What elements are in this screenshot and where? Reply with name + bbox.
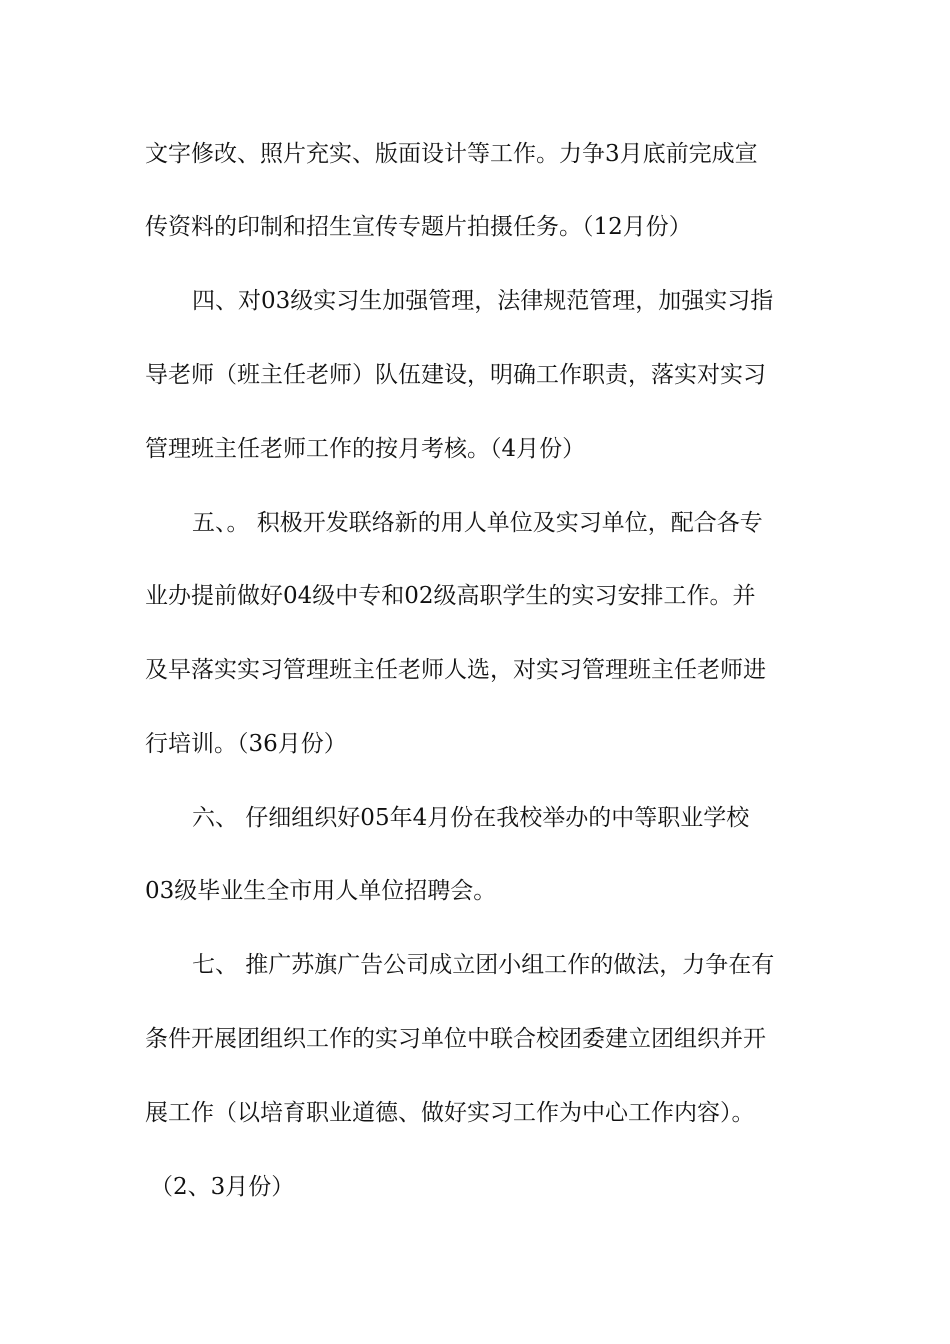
text-line: 03级毕业生全市用人单位招聘会。 (145, 878, 497, 904)
text-line: 行培训。（36月份） (145, 731, 347, 757)
text-line: 管理班主任老师工作的按月考核。（4月份） (145, 436, 586, 462)
text-line: 条件开展团组织工作的实习单位中联合校团委建立团组织并开 (145, 1026, 766, 1052)
text-line: 六、 仔细组织好05年4月份在我校举办的中等职业学校 (192, 805, 750, 831)
text-line: 传资料的印制和招生宣传专题片拍摄任务。（12月份） (145, 214, 692, 240)
text-line: 业办提前做好04级中专和02级高职学生的实习安排工作。并 (145, 583, 756, 609)
text-line: 五、。 积极开发联络新的用人单位及实习单位，配合各专 (192, 510, 763, 536)
text-line: 七、 推广苏旗广告公司成立团小组工作的做法，力争在有 (192, 952, 775, 978)
text-line: 及早落实实习管理班主任老师人选，对实习管理班主任老师进 (145, 657, 766, 683)
text-line: （2、3月份） (150, 1174, 295, 1200)
text-line: 文字修改、照片充实、版面设计等工作。力争3月底前完成宣 (145, 141, 758, 167)
text-line: 导老师（班主任老师）队伍建设，明确工作职责，落实对实习 (145, 362, 766, 388)
text-line: 四、对03级实习生加强管理，法律规范管理，加强实习指 (192, 288, 774, 314)
text-line: 展工作（以培育职业道德、做好实习工作为中心工作内容）。 (145, 1100, 755, 1126)
